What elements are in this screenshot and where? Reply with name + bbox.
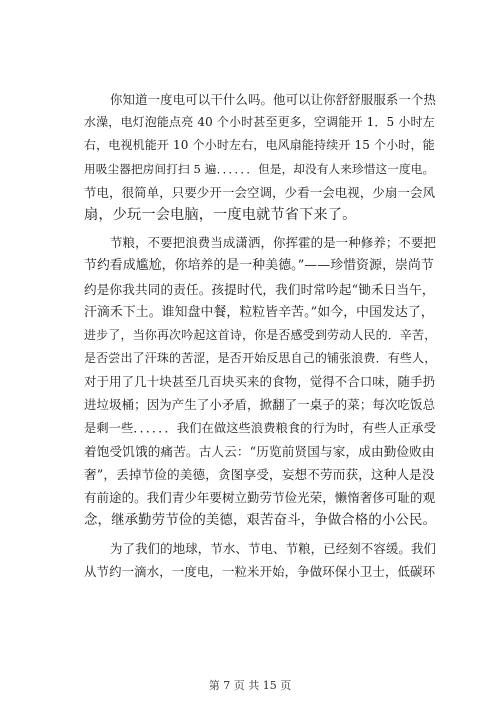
text-line: 是剩一些．．．．．．我们在做这些浪费粮食的行为时，有些人正承受 xyxy=(84,420,436,435)
text-line: 扇，少玩一会电脑，一度电就节省下来了。 xyxy=(84,206,357,223)
text-line: 右，电视机能开 10 个小时左右，电风扇能持续开 15 个小时，能 xyxy=(84,138,435,153)
text-line: 汗滴禾下土。谁知盘中餐，粒粒皆辛苦。”如今，中国发达了， xyxy=(84,304,434,320)
text-line: 从节约一滴水，一度电，一粒米开始，争做环保小卫士，低碳环 xyxy=(84,563,436,579)
text-line: 用吸尘器把房间打扫 5 遍．．．．．．但是，却没有人来珍惜这一度电。 xyxy=(84,161,435,176)
paragraph-electricity xyxy=(84,88,436,227)
text-line: 进垃圾桶；因为产生了小矛盾，掀翻了一桌子的菜；每次吃饭总 xyxy=(84,397,436,413)
text-line: 有前途的。我们青少年要树立勤劳节俭光荣，懒惰奢侈可耻的观 xyxy=(84,490,436,506)
text-line: 节电，很简单，只要少开一会空调，少看一会电视，少扇一会风 xyxy=(84,184,436,200)
text-line: 是否尝出了汗珠的苦涩，是否开始反思自己的铺张浪费．有些人， xyxy=(84,351,437,366)
text-line: 奢”，丢掉节俭的美德，贪图享受，妄想不劳而获，这种人是没 xyxy=(84,467,435,482)
page-number-footer: 第 7 页 共 15 页 xyxy=(208,679,292,692)
text-line: 约是你我共同的责任。孩提时代，我们时常吟起“锄禾日当午， xyxy=(84,281,435,297)
document-body xyxy=(84,88,436,583)
text-line: 对于用了几十块甚至几百块买来的食物，觉得不合口味，随手扔 xyxy=(84,374,436,390)
text-line: 你知道一度电可以干什么吗。他可以让你舒舒服服系一个热 xyxy=(110,92,437,107)
text-line: 节约看成尴尬，你培养的是一种美德。”——珍惜资源，崇尚节 xyxy=(84,258,434,274)
text-line: 念，继承勤劳节俭的美德，艰苦奋斗，争做合格的小公民。 xyxy=(84,513,437,529)
paragraph-earth xyxy=(84,537,436,583)
text-line: 着饱受饥饿的痛苦。古人云：“历览前贤国与家，成由勤俭败由 xyxy=(84,443,435,459)
text-line: 节粮，不要把浪费当成潇洒，你挥霍的是一种修养；不要把 xyxy=(110,235,437,251)
text-line: 水澡，电灯泡能点亮 40 个小时甚至更多，空调能开 1．5 小时左 xyxy=(84,115,435,130)
paragraph-food xyxy=(84,231,436,532)
text-line: 进步了，当你再次吟起这首诗，你是否感受到劳动人民的．辛苦， xyxy=(84,327,437,342)
text-line: 为了我们的地球，节水、节电、节粮，已经刻不容缓。我们 xyxy=(110,540,437,556)
